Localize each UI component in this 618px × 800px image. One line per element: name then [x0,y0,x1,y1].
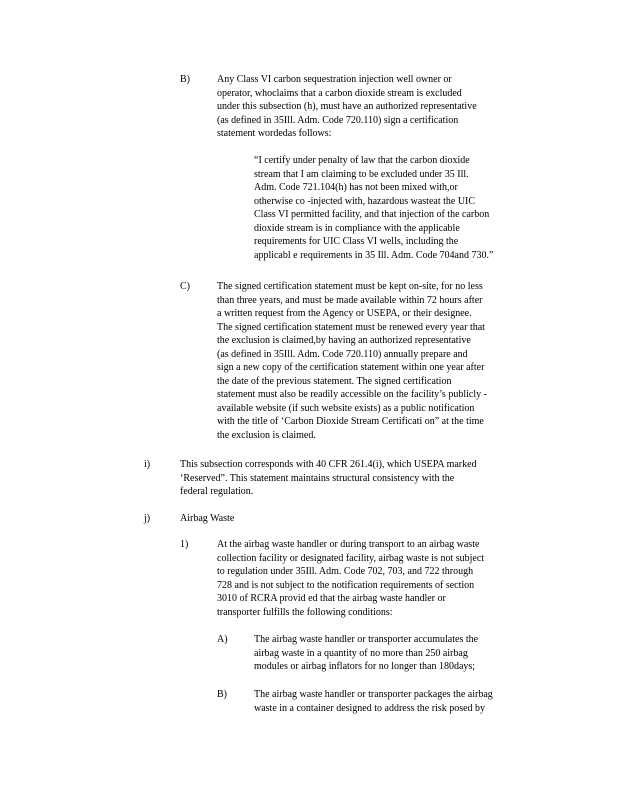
paragraph-c-text: The signed certification statement must be kept on-site, for no less than three years, and must be made available within 72 hours after a written request from the Agency or USEPA, or their designee. The signed certification statement must be renewed every year that the exclusion is claimed,by having an authorized representative (as defined in 35Ill. Adm. Code 720.110) annually prepare and sign a new copy of the certification statement within one year after the date of the previous statement. The signed certification statement must also be readily accessible on the facility’s publicly - available website (if such website exists) as a public notification with the title of ‘Carbon Dioxide Stream Certificati on” at the time the exclusion is claimed. [217,281,487,441]
paragraph-a-text: The airbag waste handler or transporter accumulates the airbag waste in a quantity of no more than 250 airbag modules or airbag inflators for no longer than 180days; [254,634,479,672]
paragraph-1-text: At the airbag waste handler or during transport to an airbag waste collection facility or designated facility, airbag waste is not subject to regulation under 35Ill. Adm. Code 702, 703, and 722 through 728 and is not subject to the notification requirements of section 3010 of RCRA provid ed that the airbag waste handler or transporter fulfills the following conditions: [217,539,485,618]
paragraph-label-1: 1) [180,539,189,550]
paragraph-b-text: Any Class VI carbon sequestration injection well owner or operator, whoclaims that a carbon dioxide stream is excluded under this subsection (h), must have an authorized representative (as defined in 35Ill. Adm. Code 720.110) sign a certification statement wordedas follows: [217,74,477,139]
paragraph-b2-text: The airbag waste handler or transporter packages the airbag waste in a container designed to address the risk posed by [254,689,493,714]
paragraph-label-b: B) [180,74,190,85]
paragraph-j-heading: Airbag Waste [180,513,235,524]
paragraph-i-text: This subsection corresponds with 40 CFR 261.4(i), which USEPA marked ‘Reserved”. This statement maintains structural consistency with the federal regulation. [180,459,477,497]
paragraph-label-i: i) [144,459,151,470]
paragraph-label-c: C) [180,281,190,292]
paragraph-label-b2: B) [217,689,227,700]
paragraph-label-a: A) [217,634,228,645]
paragraph-label-j: j) [144,513,151,524]
certification-quote-text: “I certify under penalty of law that the carbon dioxide stream that I am claiming to be excluded under 35 Ill. Adm. Code 721.104(h) has not been mixed with,or otherwise co -injected with, hazardous wasteat the UIC Class VI permitted facility, and that injection of the carbon dioxide stream is in compliance with the applicable requirements for UIC Class VI wells, including the applicabl e requirements in 35 Ill. Adm. Code 704and 730.” [254,155,494,261]
